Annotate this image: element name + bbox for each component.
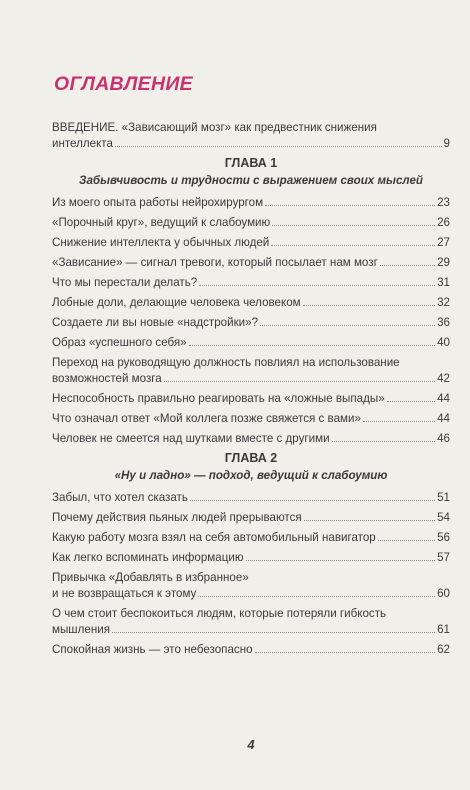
toc-entry — [52, 255, 450, 270]
toc-entry — [52, 622, 450, 637]
toc-leader-dots — [189, 335, 435, 346]
toc-entry — [52, 295, 450, 310]
toc-entry — [52, 215, 450, 230]
toc-entry — [52, 335, 450, 350]
toc-entry-text: Лобные доли, делающие человека человеком — [52, 296, 301, 309]
toc-entry-text: Что означал ответ «Мой коллега позже свяжется с вами» — [52, 412, 361, 425]
toc-entry-intro-line1 — [52, 120, 450, 135]
toc-entry — [52, 431, 450, 446]
toc-page-number: 46 — [437, 432, 450, 445]
toc-leader-dots — [112, 622, 435, 633]
toc-entry-text: Привычка «Добавлять в избранное» — [52, 571, 249, 584]
toc-entry-text: Неспособность правильно реагировать на «ложные выпады» — [52, 392, 385, 405]
toc-page-number: 32 — [437, 296, 450, 309]
toc-entry-text: О чем стоит беспокоиться людям, которые потеряли гибкость — [52, 607, 387, 620]
toc-leader-dots — [115, 136, 442, 147]
toc-entry-text: Какую работу мозга взял на себя автомобильный навигатор — [52, 531, 376, 544]
toc-entry — [52, 195, 450, 210]
toc-entry-text: Переход на руководящую должность повлиял на использование — [52, 356, 400, 369]
toc-entry — [52, 530, 450, 545]
toc-entry-text: Создаете ли вы новые «надстройки»? — [52, 316, 259, 329]
toc-entry-text: Человек не смеется над шутками вместе с другими — [52, 432, 330, 445]
toc-leader-dots — [378, 530, 435, 541]
toc-leader-dots — [332, 431, 436, 442]
toc-page-number: 36 — [437, 316, 450, 329]
toc-page-number: 56 — [437, 531, 450, 544]
chapter-1-title: Забывчивость и трудности с выражением своих мыслей — [79, 174, 423, 187]
toc-entry-text: Что мы перестали делать? — [52, 276, 198, 289]
toc-entry — [52, 371, 450, 386]
toc-entry — [52, 235, 450, 250]
toc-entry-line1 — [52, 355, 450, 370]
toc-page-number: 44 — [437, 412, 450, 425]
toc-leader-dots — [304, 510, 435, 521]
toc-leader-dots — [164, 371, 435, 382]
toc-page-number: 26 — [437, 216, 450, 229]
toc-entry-text: интеллекта — [52, 137, 113, 150]
toc-title: ОГЛАВЛЕНИЕ — [54, 73, 193, 95]
toc-page-number: 23 — [437, 196, 450, 209]
toc-page-number: 60 — [437, 587, 450, 600]
toc-leader-dots — [255, 642, 436, 653]
toc-leader-dots — [190, 490, 435, 501]
toc-page-number: 51 — [437, 491, 450, 504]
toc-entry — [52, 411, 450, 426]
toc-entry — [52, 550, 450, 565]
toc-leader-dots — [363, 411, 435, 422]
toc-page-number: 40 — [437, 336, 450, 349]
toc-page-number: 54 — [437, 511, 450, 524]
toc-entry-text: и не возвращаться к этому — [52, 587, 197, 600]
toc-entry-text: Забыл, что хотел сказать — [52, 491, 188, 504]
toc-page-number: 31 — [437, 276, 450, 289]
toc-leader-dots — [246, 550, 436, 561]
toc-page-number: 57 — [437, 551, 450, 564]
page-number: 4 — [247, 737, 255, 752]
toc-page-number: 9 — [443, 137, 450, 150]
toc-leader-dots — [380, 255, 435, 266]
toc-entries — [52, 120, 450, 662]
toc-entry — [52, 642, 450, 657]
chapter-2-title: «Ну и ладно» — подход, ведущий к слабоумию — [114, 469, 388, 482]
toc-entry-text: Спокойная жизнь — это небезопасно — [52, 643, 253, 656]
toc-entry-text: «Зависание» — сигнал тревоги, который посылает нам мозг — [52, 256, 378, 269]
toc-entry — [52, 586, 450, 601]
toc-leader-dots — [387, 391, 435, 402]
toc-entry-text: «Порочный круг», ведущий к слабоумию — [52, 216, 271, 229]
toc-page-number: 62 — [437, 643, 450, 656]
toc-leader-dots — [199, 275, 435, 286]
chapter-1-label: ГЛАВА 1 — [224, 156, 278, 170]
toc-entry — [52, 510, 450, 525]
toc-entry — [52, 275, 450, 290]
toc-leader-dots — [198, 586, 435, 597]
toc-leader-dots — [260, 315, 435, 326]
toc-entry-text: Снижение интеллекта у обычных людей — [52, 236, 270, 249]
toc-entry — [52, 315, 450, 330]
toc-entry-text: возможностей мозга — [52, 372, 162, 385]
toc-entry-text: Как легко вспоминать информацию — [52, 551, 244, 564]
toc-leader-dots — [265, 195, 435, 206]
chapter-2-label: ГЛАВА 2 — [224, 451, 278, 465]
toc-page-number: 44 — [437, 392, 450, 405]
toc-leader-dots — [303, 295, 435, 306]
toc-entry-line1 — [52, 570, 450, 585]
toc-entry-text: ВВЕДЕНИЕ. «Зависающий мозг» как предвестник снижения — [52, 121, 377, 134]
toc-entry — [52, 391, 450, 406]
toc-page-number: 29 — [437, 256, 450, 269]
toc-entry-text: Из моего опыта работы нейрохирургом — [52, 196, 264, 209]
toc-entry-text: мышления — [52, 623, 110, 636]
toc-entry-text: Образ «успешного себя» — [52, 336, 187, 349]
toc-entry-text: Почему действия пьяных людей прерываются — [52, 511, 302, 524]
toc-page-number: 27 — [437, 236, 450, 249]
toc-leader-dots — [272, 215, 435, 226]
toc-entry — [52, 490, 450, 505]
toc-leader-dots — [271, 235, 435, 246]
toc-page-number: 61 — [437, 623, 450, 636]
toc-page-number: 42 — [437, 372, 450, 385]
toc-entry-intro — [52, 136, 450, 151]
book-page — [52, 0, 450, 790]
toc-entry-line1 — [52, 606, 450, 621]
